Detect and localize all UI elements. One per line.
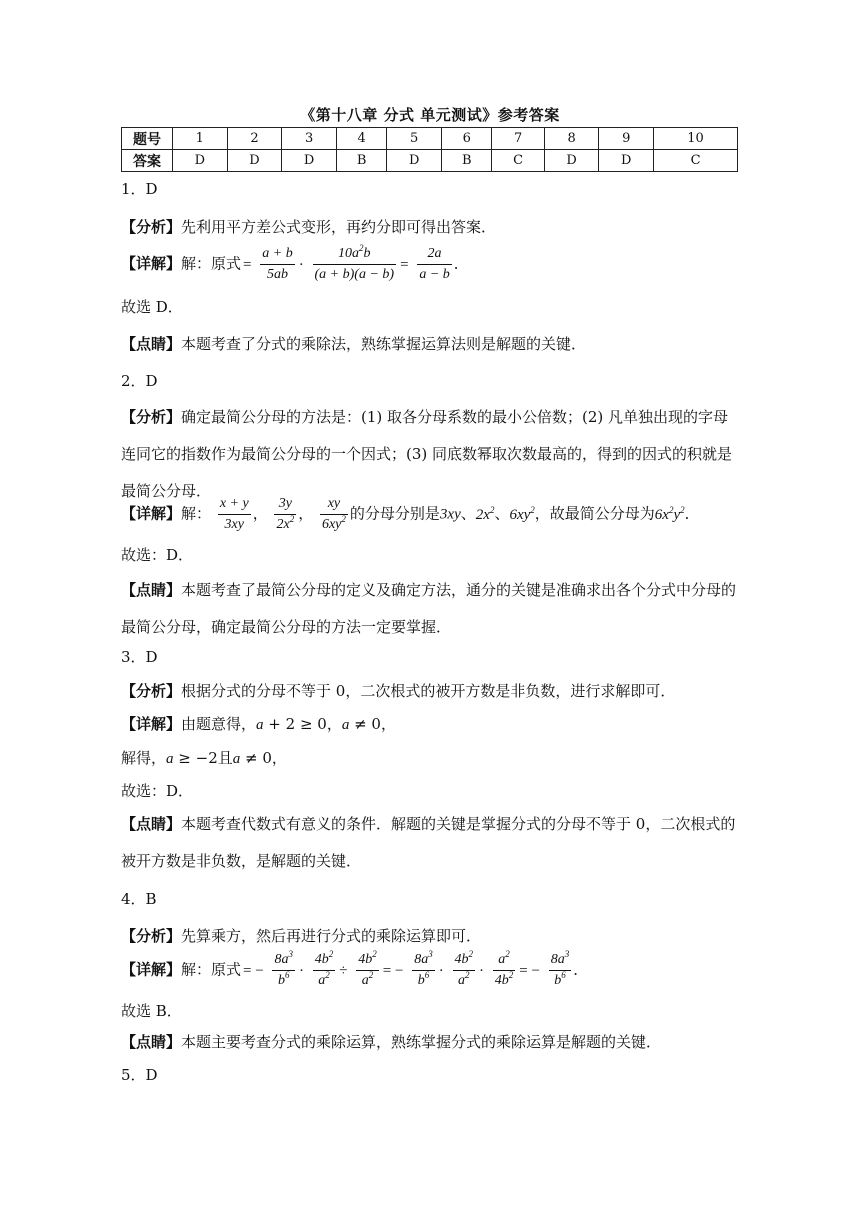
- answer-cell: B: [336, 150, 386, 172]
- comment-text: 本题考查代数式有意义的条件．解题的关键是掌握分式的分母不等于 0，二次根式的被开方数是非负数，是解题的关键．: [121, 815, 736, 870]
- analysis-text: 先利用平方差公式变形，再约分即可得出答案．: [181, 218, 497, 236]
- answer-cell: B: [442, 150, 492, 172]
- detail-text: 解：: [181, 504, 212, 523]
- analysis-text: 先算乘方，然后再进行分式的乘除运算即可．: [181, 927, 482, 945]
- math-fraction: $\frac{8a^3}{b^6}$: [274, 949, 293, 988]
- comment-text: 本题考查了最简公分母的定义及确定方法，通分的关键是准确求出各个分式中分母的最简公分母，确定最简公分母的方法一定要掌握．: [121, 581, 737, 636]
- row-header-answer: 答案: [122, 150, 173, 172]
- q3-comment: [121, 806, 738, 880]
- number-cell: 1: [173, 128, 228, 150]
- math-fraction: $\frac{8a^3}{b^6}$: [414, 949, 433, 988]
- q1-detail: 【详解】解：原式 = $\frac{a + b}{5ab}$ · $\frac{10a^2b}{(a + b)(a - b)}$ = $\frac{2a}{a - b}$ ．: [121, 244, 469, 285]
- answer-table: [121, 127, 738, 172]
- analysis-text: 根据分式的分母不等于 0，二次根式的被开方数是非负数，进行求解即可．: [181, 682, 676, 700]
- detail-tag: 【详解】: [121, 254, 182, 273]
- q2-heading: 2．D: [121, 372, 158, 390]
- document-title: 《第十八章 分式 单元测试》参考答案: [300, 106, 560, 124]
- question-number-row: [122, 128, 738, 150]
- q5-heading: 5．D: [121, 1066, 158, 1084]
- answer-cell: D: [544, 150, 599, 172]
- q4-comment: [121, 1031, 661, 1052]
- detail-text: 解：原式: [181, 254, 242, 273]
- number-cell: 2: [227, 128, 282, 150]
- math-fraction: $\frac{a + b}{5ab}$: [262, 246, 293, 282]
- solve-text: 解得，: [121, 749, 167, 767]
- comment-tag: 【点睛】: [121, 815, 182, 833]
- comment-text: 本题考查了分式的乘除法，熟练掌握运算法则是解题的关键．: [181, 335, 587, 353]
- q1-analysis: [121, 216, 496, 237]
- answer-row: [122, 150, 738, 172]
- math-fraction: $\frac{xy}{6xy^2}$: [321, 496, 346, 532]
- q3-detail: 【详解】由题意得，a + 2 ≥ 0，a ≠ 0，: [121, 715, 396, 733]
- q4-heading: 4．B: [121, 890, 157, 908]
- detail-text: 由题意得，: [181, 715, 257, 733]
- answer-cell: D: [173, 150, 228, 172]
- comment-tag: 【点睛】: [121, 1033, 182, 1051]
- q1-result: 故选 D．: [121, 298, 183, 316]
- number-cell: 3: [282, 128, 337, 150]
- analysis-tag: 【分析】: [121, 682, 182, 700]
- analysis-tag: 【分析】: [121, 927, 182, 945]
- math-fraction: $\frac{8a^3}{b^6}$: [550, 949, 570, 988]
- q3-result: 故选：D．: [121, 782, 194, 800]
- q2-comment: [121, 572, 738, 646]
- analysis-tag: 【分析】: [121, 218, 182, 236]
- detail-text: 解：原式: [181, 960, 242, 979]
- detail-tag: 【详解】: [121, 504, 182, 523]
- q3-heading: 3．D: [121, 648, 158, 666]
- analysis-tag: 【分析】: [121, 408, 182, 426]
- number-cell: 8: [544, 128, 599, 150]
- number-cell: 6: [442, 128, 492, 150]
- number-cell: 9: [599, 128, 654, 150]
- math-fraction: $\frac{a^2}{4b^2}$: [494, 949, 514, 988]
- answer-cell: C: [492, 150, 544, 172]
- q3-analysis: [121, 680, 675, 701]
- row-header-number: 题号: [122, 128, 173, 150]
- q4-detail: 【详解】解：原式 = − $\frac{8a^3}{b^6}$ · $\frac{4b^2}{a^2}$ ÷ $\frac{4b^2}{a^2}$ = − $\frac{8a^3}{b^6}$ · $\frac{4b^2}{a^2}$ · $\frac{a^2}{4b^2}$ = − $\frac{8a^3}{b^6}$ ．: [121, 950, 588, 991]
- q2-result: 故选：D．: [121, 546, 194, 564]
- number-cell: 5: [387, 128, 442, 150]
- comment-text: 本题主要考查分式的乘除运算，熟练掌握分式的乘除运算是解题的关键．: [181, 1033, 662, 1051]
- answer-cell: D: [387, 150, 442, 172]
- math-fraction: $\frac{10a^2b}{(a + b)(a - b)}$: [314, 243, 395, 282]
- comment-tag: 【点睛】: [121, 335, 182, 353]
- answer-cell: C: [654, 150, 738, 172]
- math-fraction: $\frac{4b^2}{a^2}$: [358, 949, 377, 988]
- q4-analysis: [121, 925, 481, 946]
- detail-tag: 【详解】: [121, 715, 182, 733]
- answer-cell: D: [282, 150, 337, 172]
- math-fraction: $\frac{4b^2}{a^2}$: [314, 949, 334, 988]
- q1-comment: [121, 333, 586, 354]
- number-cell: 10: [654, 128, 738, 150]
- q3-solve: 解得，a ≥ −2且a ≠ 0，: [121, 749, 287, 767]
- math-fraction: $\frac{3y}{2x^2}$: [276, 496, 295, 532]
- q4-result: 故选 B．: [121, 1002, 182, 1020]
- comment-tag: 【点睛】: [121, 581, 182, 599]
- detail-tag: 【详解】: [121, 960, 182, 979]
- q2-detail: 【详解】解： $\frac{x + y}{3xy}$ ， $\frac{3y}{2x^2}$ ， $\frac{xy}{6xy^2}$ 的分母分别是3xy、$2x^2$、$6xy^2$，故最简公分母为$6x^2y^2$．: [121, 494, 700, 535]
- detail-text: ，故最简公分母为: [534, 504, 655, 523]
- math-fraction: $\frac{4b^2}{a^2}$: [454, 949, 474, 988]
- answer-cell: D: [227, 150, 282, 172]
- answer-cell: D: [599, 150, 654, 172]
- analysis-text: 确定最简公分母的方法是：(1) 取各分母系数的最小公倍数；(2) 凡单独出现的字母连同它的指数作为最简公分母的一个因式；(3) 同底数幂取次数最高的，得到的因式的积就是最简公分母．: [121, 408, 733, 500]
- number-cell: 4: [336, 128, 386, 150]
- q1-heading: 1．D: [121, 180, 158, 198]
- solve-text: 且: [217, 749, 233, 767]
- detail-text: 的分母分别是: [349, 504, 440, 523]
- math-fraction: $\frac{2a}{a - b}$: [419, 246, 450, 282]
- math-fraction: $\frac{x + y}{3xy}$: [219, 496, 249, 532]
- number-cell: 7: [492, 128, 544, 150]
